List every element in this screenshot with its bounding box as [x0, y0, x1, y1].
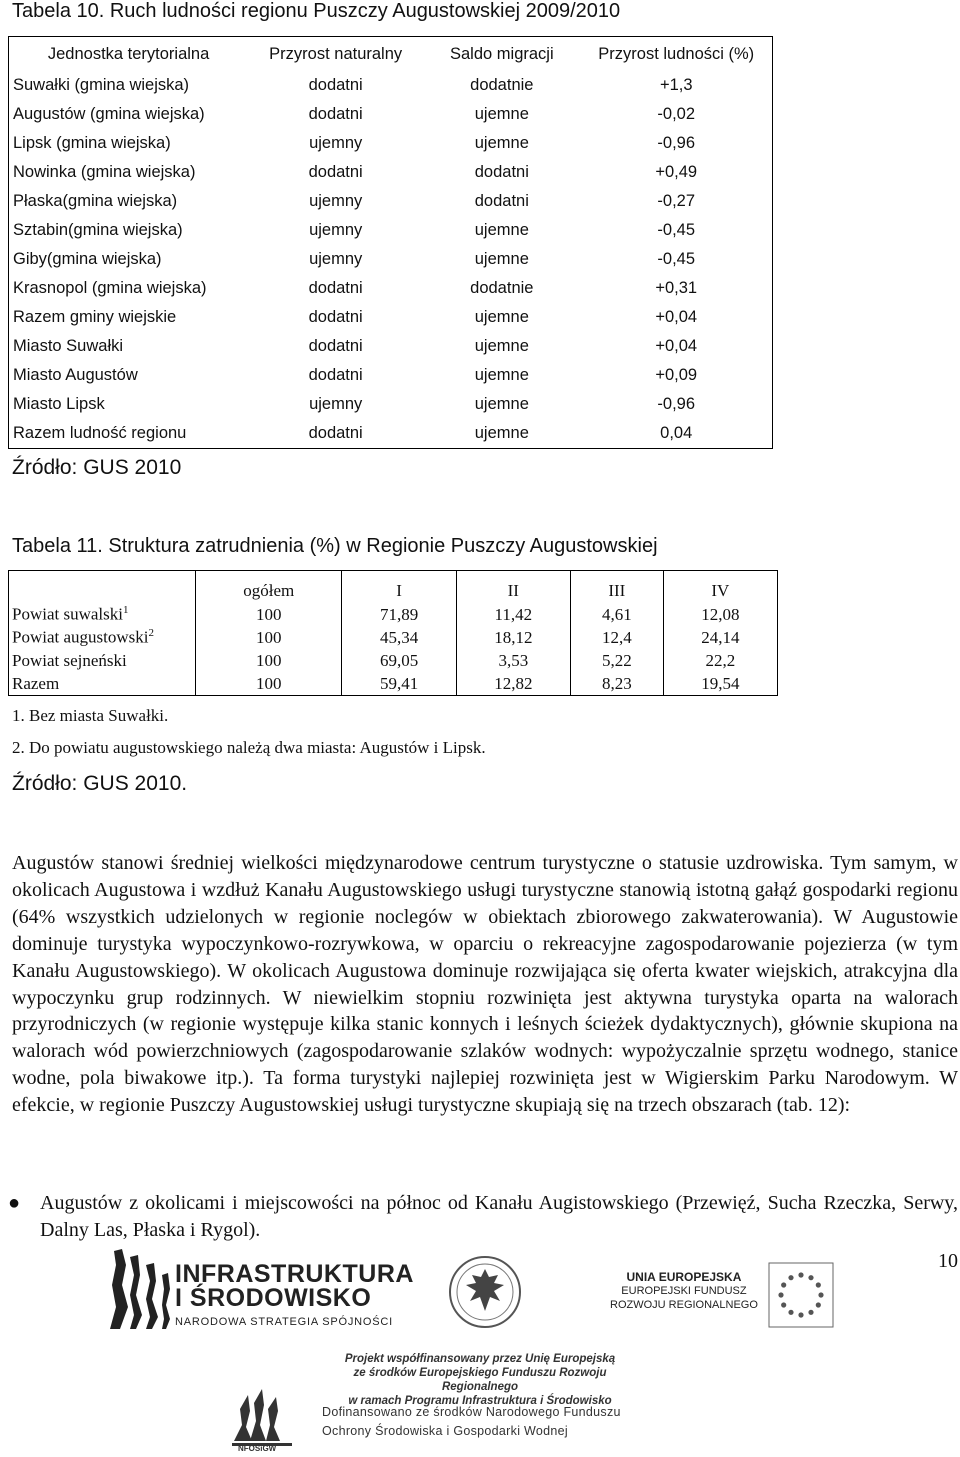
table10-cell: dodatni: [308, 337, 363, 355]
eu-line1: UNIA EUROPEJSKA: [626, 1270, 742, 1284]
table10-row: [9, 187, 773, 216]
eu-star-icon: [808, 1275, 813, 1280]
table10-cell: dodatni: [474, 163, 529, 181]
table10-row: [9, 361, 773, 390]
table11-cell: 45,34: [342, 626, 456, 649]
table10-body: [9, 71, 773, 449]
table11-header-cell: [9, 571, 196, 604]
nfosigw-funding-note: [322, 1403, 621, 1441]
infrastruktura-title: [175, 1262, 414, 1310]
table11-row-name: Powiat suwalski: [12, 604, 123, 624]
table10-cell: ujemny: [309, 192, 363, 210]
eu-line3: ROZWOJU REGIONALNEGO: [610, 1299, 758, 1311]
bullet-list-item: [8, 1190, 958, 1244]
table11-cell: 4,61: [570, 603, 663, 626]
table10-row: [9, 419, 773, 449]
table10-row: [9, 216, 773, 245]
table10-row: [9, 158, 773, 187]
table10-cell: ujemne: [474, 221, 529, 239]
table11-note-2: 2. Do powiatu augustowskiego należą dwa miasta: Augustów i Lipsk.: [12, 738, 486, 757]
body-paragraph: Augustów stanowi średniej wielkości międzynarodowe centrum turystyczne o statusie uzdrowiska. Tym samym, w okolicach Augustowa i wzdłuż Kanału Augustowskiego usługi turystyczne stanowią istotną gałąź gospodarki regionu (64% wszystkich udzielonych w regionie noclegów w obiektach zbiorowego zakwaterowania). W Augustowie dominuje turystyka wypoczynkowo-rozrywkowa, w oparciu o rekreacyjne zagospodarowanie pojezierza (w tym Kanału Augustowskiego). W okolicach Augustowa dominuje rozwijająca się oferta kwater wiejskich, atrakcyjna dla wypoczynku grup rodzinnych. W niewielkim stopniu rozwinięta jest aktywna turystyka oparta na walorach przyrodniczych (w regionie występuje kilka stanic konnych i leśnych ścieżek dydaktycznych), głównie skupiona na walorach wód powierzchniowych (zagospodarowanie szlaków wodnych: wypożyczalnie sprzętu wodnego, stanice wodne, pola biwakowe itp.). Ta forma turystyki najlepiej rozwinięta jest w Wigierskim Parku Narodowym. W efekcie, w regionie Puszczy Augustowskiej usługi turystyczne skupiają się na trzech obszarach (tab. 12):: [12, 852, 958, 1117]
table11-header-cell: ogółem: [196, 571, 342, 604]
project-line1: Projekt współfinansowany przez Unię Europejską: [344, 1353, 616, 1365]
table11-row: [9, 603, 778, 626]
table10-cell: ujemne: [474, 134, 529, 152]
table10-cell: ujemny: [309, 134, 363, 152]
table10-cell: dodatni: [308, 163, 363, 181]
table10: [8, 36, 773, 449]
eu-line2: EUROPEJSKI FUNDUSZ: [621, 1285, 747, 1297]
table10-source: Źródło: GUS 2010: [12, 456, 182, 479]
table11-row-label: [9, 626, 196, 649]
table11-cell: 100: [196, 672, 342, 696]
eu-star-icon: [788, 1310, 793, 1315]
bullet-icon: ●: [8, 1192, 21, 1214]
table10-cell: Nowinka (gmina wiejska): [13, 163, 196, 181]
table11-row: [9, 649, 778, 672]
nfosigw-line2: Ochrony Środowiska i Gospodarki Wodnej: [322, 1424, 569, 1438]
table10-cell: ujemne: [474, 250, 529, 268]
table10-row: [9, 274, 773, 303]
eu-star-icon: [818, 1292, 823, 1297]
bullet-text: Augustów z okolicami i miejscowości na północ od Kanału Augistowskiego (Przewięź, Sucha Rzeczka, Serwy, Dalny Las, Płaska i Rygol).: [40, 1192, 958, 1241]
table11-caption: Tabela 11. Struktura zatrudnienia (%) w Regionie Puszczy Augustowskiej: [12, 535, 658, 557]
table10-cell: Augustów (gmina wiejska): [13, 105, 205, 123]
table10-row: [9, 303, 773, 332]
eu-star-icon: [816, 1282, 821, 1287]
table10-cell: ujemne: [474, 395, 529, 413]
table10-cell: dodatni: [308, 366, 363, 384]
table10-cell: -0,96: [657, 134, 696, 152]
table11-cell: 24,14: [701, 627, 740, 647]
table11-header-cell: IV: [711, 581, 730, 600]
table10-header-cell: Przyrost ludności (%): [598, 44, 755, 63]
table11-cell: 8,23: [570, 672, 663, 696]
table10-row: [9, 71, 773, 100]
table11-cell: 100: [196, 626, 342, 649]
table10-cell: ujemne: [474, 308, 529, 326]
eu-star-icon: [778, 1292, 783, 1297]
table11-source: Źródło: GUS 2010.: [12, 772, 188, 795]
table11-row-label: [9, 603, 196, 626]
eu-star-icon: [808, 1310, 813, 1315]
table10-cell: ujemne: [474, 366, 529, 384]
table10-cell: Płaska(gmina wiejska): [13, 192, 178, 210]
table10-header-row: [9, 37, 773, 72]
table10-cell: ujemne: [474, 337, 529, 355]
table11-note-1: 1. Bez miasta Suwałki.: [12, 706, 169, 725]
eu-flag-icon: [768, 1262, 834, 1328]
table11-cell: 69,05: [342, 649, 456, 672]
table10-cell: ujemny: [309, 250, 363, 268]
table10-cell: Razem gminy wiejskie: [13, 308, 177, 326]
table11-header-cell: II: [456, 571, 570, 604]
table11-cell: 71,89: [342, 603, 456, 626]
table11-cell: 19,54: [701, 673, 740, 693]
table11-header-cell: III: [570, 571, 663, 604]
table10-cell: dodatnie: [470, 279, 534, 297]
page-number: 10: [938, 1250, 958, 1272]
table11-footnote-ref: 1: [122, 604, 129, 617]
table11-cell: 11,42: [456, 603, 570, 626]
polish-eagle-emblem-icon: [448, 1255, 522, 1329]
table11-cell: 100: [196, 603, 342, 626]
table10-header-cell: Przyrost naturalny: [269, 44, 403, 63]
table10-cell: Krasnopol (gmina wiejska): [13, 279, 207, 297]
table10-cell: -0,45: [657, 250, 696, 268]
table10-cell: -0,96: [657, 395, 696, 413]
table11-cell: 5,22: [570, 649, 663, 672]
project-funding-note: [330, 1352, 630, 1408]
infrastruktura-subtitle: NARODOWA STRATEGIA SPÓJNOŚCI: [175, 1316, 393, 1328]
eu-star-icon: [788, 1275, 793, 1280]
table11-cell: 22,2: [705, 650, 736, 670]
table10-cell: dodatni: [308, 105, 363, 123]
table10-cell: dodatnie: [470, 76, 534, 94]
table10-cell: +0,09: [655, 366, 698, 384]
table10-cell: ujemny: [309, 221, 363, 239]
table11-row-label: [9, 672, 196, 696]
table10-row: [9, 332, 773, 361]
table10-cell: ujemne: [474, 424, 529, 442]
table10-cell: Sztabin(gmina wiejska): [13, 221, 183, 239]
table10-cell: Miasto Suwałki: [13, 337, 124, 355]
table10-cell: dodatni: [308, 279, 363, 297]
table10-cell: ujemny: [309, 395, 363, 413]
nfosigw-line1: Dofinansowano ze środków Narodowego Funduszu: [322, 1405, 621, 1419]
table10-cell: dodatni: [308, 76, 363, 94]
table10-cell: dodatni: [308, 308, 363, 326]
eu-star-icon: [798, 1312, 803, 1317]
table10-cell: 0,04: [660, 424, 693, 442]
table10-row: [9, 245, 773, 274]
eu-star-icon: [781, 1302, 786, 1307]
table11-header-cell: I: [342, 571, 456, 604]
table11-header-row: [9, 571, 778, 604]
table10-cell: Razem ludność regionu: [13, 424, 187, 442]
table10-cell: +0,04: [655, 337, 698, 355]
table10-cell: -0,27: [657, 192, 696, 210]
table11-cell: 12,08: [701, 604, 740, 624]
table10-cell: +1,3: [659, 76, 693, 94]
table11-cell: 12,82: [456, 672, 570, 696]
table10-cell: ujemne: [474, 105, 529, 123]
table10-cell: Lipsk (gmina wiejska): [13, 134, 171, 152]
nfosigw-label: NFOŚiGW: [238, 1444, 277, 1453]
table10-cell: Miasto Lipsk: [13, 395, 105, 413]
table10-caption: Tabela 10. Ruch ludności regionu Puszczy Augustowskiej 2009/2010: [12, 0, 621, 22]
eu-text-block: [610, 1270, 758, 1312]
infrastruktura-line1: INFRASTRUKTURA: [175, 1260, 414, 1288]
table11-row: [9, 672, 778, 696]
table11: [8, 570, 778, 696]
table10-cell: -0,45: [657, 221, 696, 239]
infrastruktura-line2: I ŚRODOWISKO: [175, 1284, 372, 1312]
table10-row: [9, 129, 773, 158]
table11-cell: 100: [196, 649, 342, 672]
table11-cell: 18,12: [456, 626, 570, 649]
table10-row: [9, 100, 773, 129]
table11-cell: 3,53: [456, 649, 570, 672]
eu-star-icon: [816, 1302, 821, 1307]
table11-row-name: Powiat augustowski: [12, 627, 149, 647]
table11-body: [9, 603, 778, 696]
table10-cell: -0,02: [657, 105, 696, 123]
table10-cell: dodatni: [308, 424, 363, 442]
table10-row: [9, 390, 773, 419]
table11-footnote-ref: 2: [148, 627, 154, 640]
table10-cell: Giby(gmina wiejska): [13, 250, 162, 268]
table11-cell: 59,41: [342, 672, 456, 696]
table10-cell: +0,04: [655, 308, 698, 326]
table10-cell: +0,31: [655, 279, 698, 297]
eu-star-icon: [798, 1272, 803, 1277]
table10-cell: dodatni: [474, 192, 529, 210]
table11-row-label: [9, 649, 196, 672]
table10-cell: Suwałki (gmina wiejska): [13, 76, 190, 94]
table11-cell: 12,4: [570, 626, 663, 649]
table11-row-name: Powiat sejneński: [12, 650, 127, 670]
table10-cell: Miasto Augustów: [13, 366, 138, 384]
project-line3: w ramach Programu Infrastruktura i Środowisko: [348, 1395, 612, 1407]
table11-row-name: Razem: [12, 673, 60, 693]
eu-star-icon: [781, 1282, 786, 1287]
table11-row: [9, 626, 778, 649]
table10-header-cell: Jednostka terytorialna: [47, 44, 210, 63]
project-line2: ze środków Europejskiego Funduszu Rozwoju Regionalnego: [353, 1367, 607, 1393]
table10-header-cell: Saldo migracji: [450, 44, 554, 63]
table10-cell: +0,49: [655, 163, 698, 181]
